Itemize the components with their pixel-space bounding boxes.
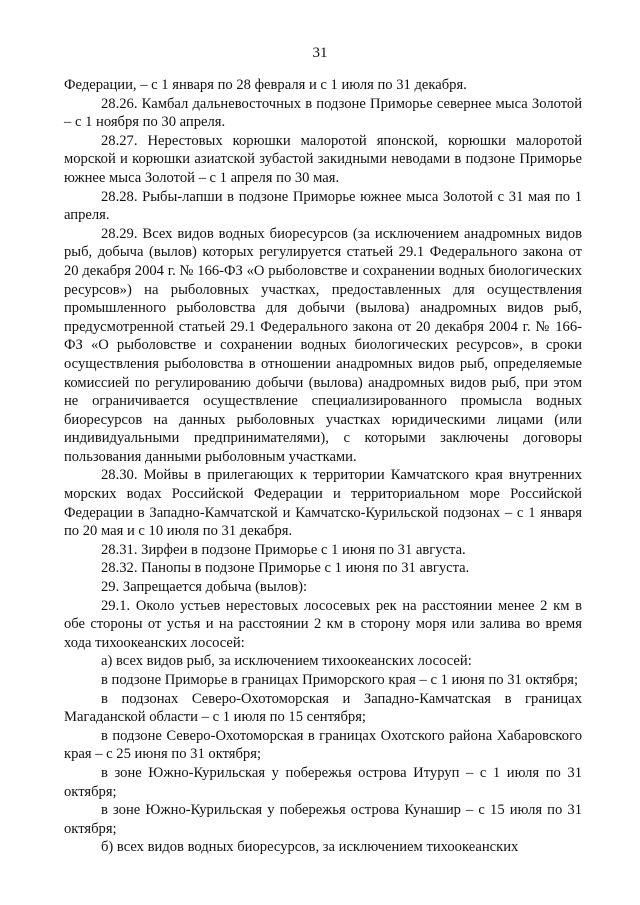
paragraph: 28.28. Рыбы-лапши в подзоне Приморье южнее мыса Золотой с 31 мая по 1 апреля.: [64, 188, 582, 224]
document-body: [64, 76, 582, 857]
paragraph: в зоне Южно-Курильская у побережья острова Итуруп – с 1 июля по 31 октября;: [64, 764, 582, 800]
paragraph: в подзоне Северо-Охотоморская в границах Охотского района Хабаровского края – с 25 июня по 31 октября;: [64, 727, 582, 763]
paragraph: б) всех видов водных биоресурсов, за исключением тихоокеанских: [101, 839, 519, 856]
paragraph: 28.31. Зирфеи в подзоне Приморье с 1 июня по 31 августа.: [101, 541, 466, 558]
paragraph: 28.27. Нерестовых корюшки малоротой японской, корюшки малоротой морской и корюшки азиатской зубастой закидными неводами в подзоне Приморье южнее мыса Золотой – с 1 апреля по 30 мая.: [64, 132, 582, 186]
paragraph: 28.32. Панопы в подзоне Приморье с 1 июня по 31 августа.: [101, 560, 470, 577]
paragraph: в подзоне Приморье в границах Приморского края – с 1 июня по 31 октября;: [101, 672, 579, 688]
paragraph: Федерации, – с 1 января по 28 февраля и с 1 июля по 31 декабря.: [64, 77, 467, 93]
paragraph: 28.26. Камбал дальневосточных в подзоне Приморье севернее мыса Золотой – с 1 ноября по 30 апреля.: [64, 95, 582, 131]
paragraph: 28.29. Всех видов водных биоресурсов (за исключением анадромных видов рыб, добыча (вылов) которых регулируется статьей 29.1 Федерального закона от 20 декабря 2004 г. № 166-ФЗ «О рыболовстве и сохранении водных биологических ресурсов») на рыболовных участках, предоставленных для осуществления промышленного рыболовства для добычи (вылова) анадромных видов рыб, предусмотренной статьей 29.1 Федерального закона от 20 декабря 2004 г. № 166-ФЗ «О рыболовстве и сохранении водных биологических ресурсов», в сроки осуществления рыболовства в отношении анадромных видов рыб, определяемые комиссией по регулированию добычи (вылова) анадромных видов рыб, при этом не ограничивается осуществление специализированного промысла водных биоресурсов на данных рыболовных участках юридическими лицами (или индивидуальными предпринимателями), с которыми заключены договоры пользования данными рыболовным участками.: [64, 225, 582, 465]
paragraph: в подзонах Северо-Охотоморская и Западно-Камчатская в границах Магаданской области – с 1 июля по 15 сентября;: [64, 690, 582, 726]
paragraph: 29. Запрещается добыча (вылов):: [101, 579, 308, 596]
paragraph: в зоне Южно-Курильская у побережья острова Кунашир – с 15 июля по 31 октября;: [64, 802, 582, 837]
paragraph: 29.1. Около устьев нерестовых лососевых рек на расстоянии менее 2 км в обе стороны от устья и на расстоянии 2 км в сторону моря или залива во время хода тихоокеанских лососей:: [64, 597, 582, 651]
paragraph: 28.30. Мойвы в прилегающих к территории Камчатского края внутренних морских водах Российской Федерации и территориальном море Российской Федерации в Западно-Камчатской и Камчатско-Курильской подзонах – с 1 января по 20 мая и с 10 июля по 31 декабря.: [64, 467, 582, 540]
paragraph: а) всех видов рыб, за исключением тихоокеанских лососей:: [101, 653, 472, 670]
page-number: 31: [312, 45, 328, 61]
